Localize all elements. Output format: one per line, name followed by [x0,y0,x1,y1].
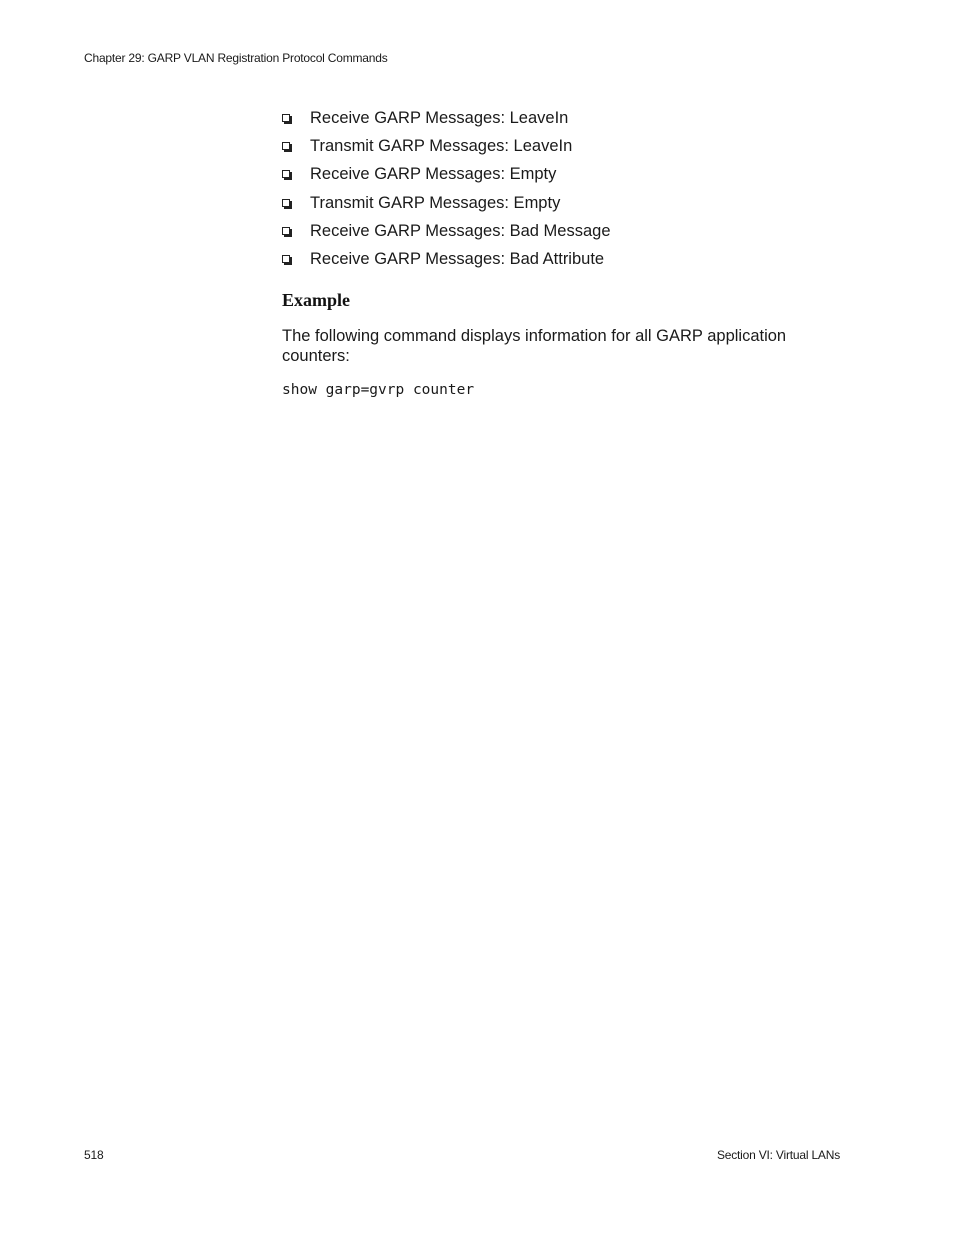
running-header: Chapter 29: GARP VLAN Registration Protocol Commands [84,51,388,65]
list-item [282,220,842,248]
list-item-text: Transmit GARP Messages: LeaveIn [310,137,573,156]
list-item [282,192,842,220]
section-footer: Section VI: Virtual LANs [716,1148,840,1162]
command-example: show garp=gvrp counter [282,382,475,399]
checkbox-bullet-icon [282,227,290,235]
list-item [282,135,842,163]
example-heading: Example [282,290,351,311]
checkbox-bullet-icon [282,142,290,150]
page-content [282,107,842,399]
list-item-text: Transmit GARP Messages: Empty [310,193,561,212]
page-number: 518 [84,1148,104,1162]
list-item [282,163,842,191]
list-item [282,248,842,276]
example-description: The following command displays information for all GARP application counters: [282,327,787,366]
counter-list [282,107,842,276]
checkbox-bullet-icon [282,255,290,263]
list-item-text: Receive GARP Messages: Empty [310,165,557,184]
checkbox-bullet-icon [282,114,290,122]
checkbox-bullet-icon [282,170,290,178]
list-item [282,107,842,135]
checkbox-bullet-icon [282,199,290,207]
list-item-text: Receive GARP Messages: Bad Message [310,221,611,240]
list-item-text: Receive GARP Messages: LeaveIn [310,109,569,127]
list-item-text: Receive GARP Messages: Bad Attribute [310,249,605,268]
